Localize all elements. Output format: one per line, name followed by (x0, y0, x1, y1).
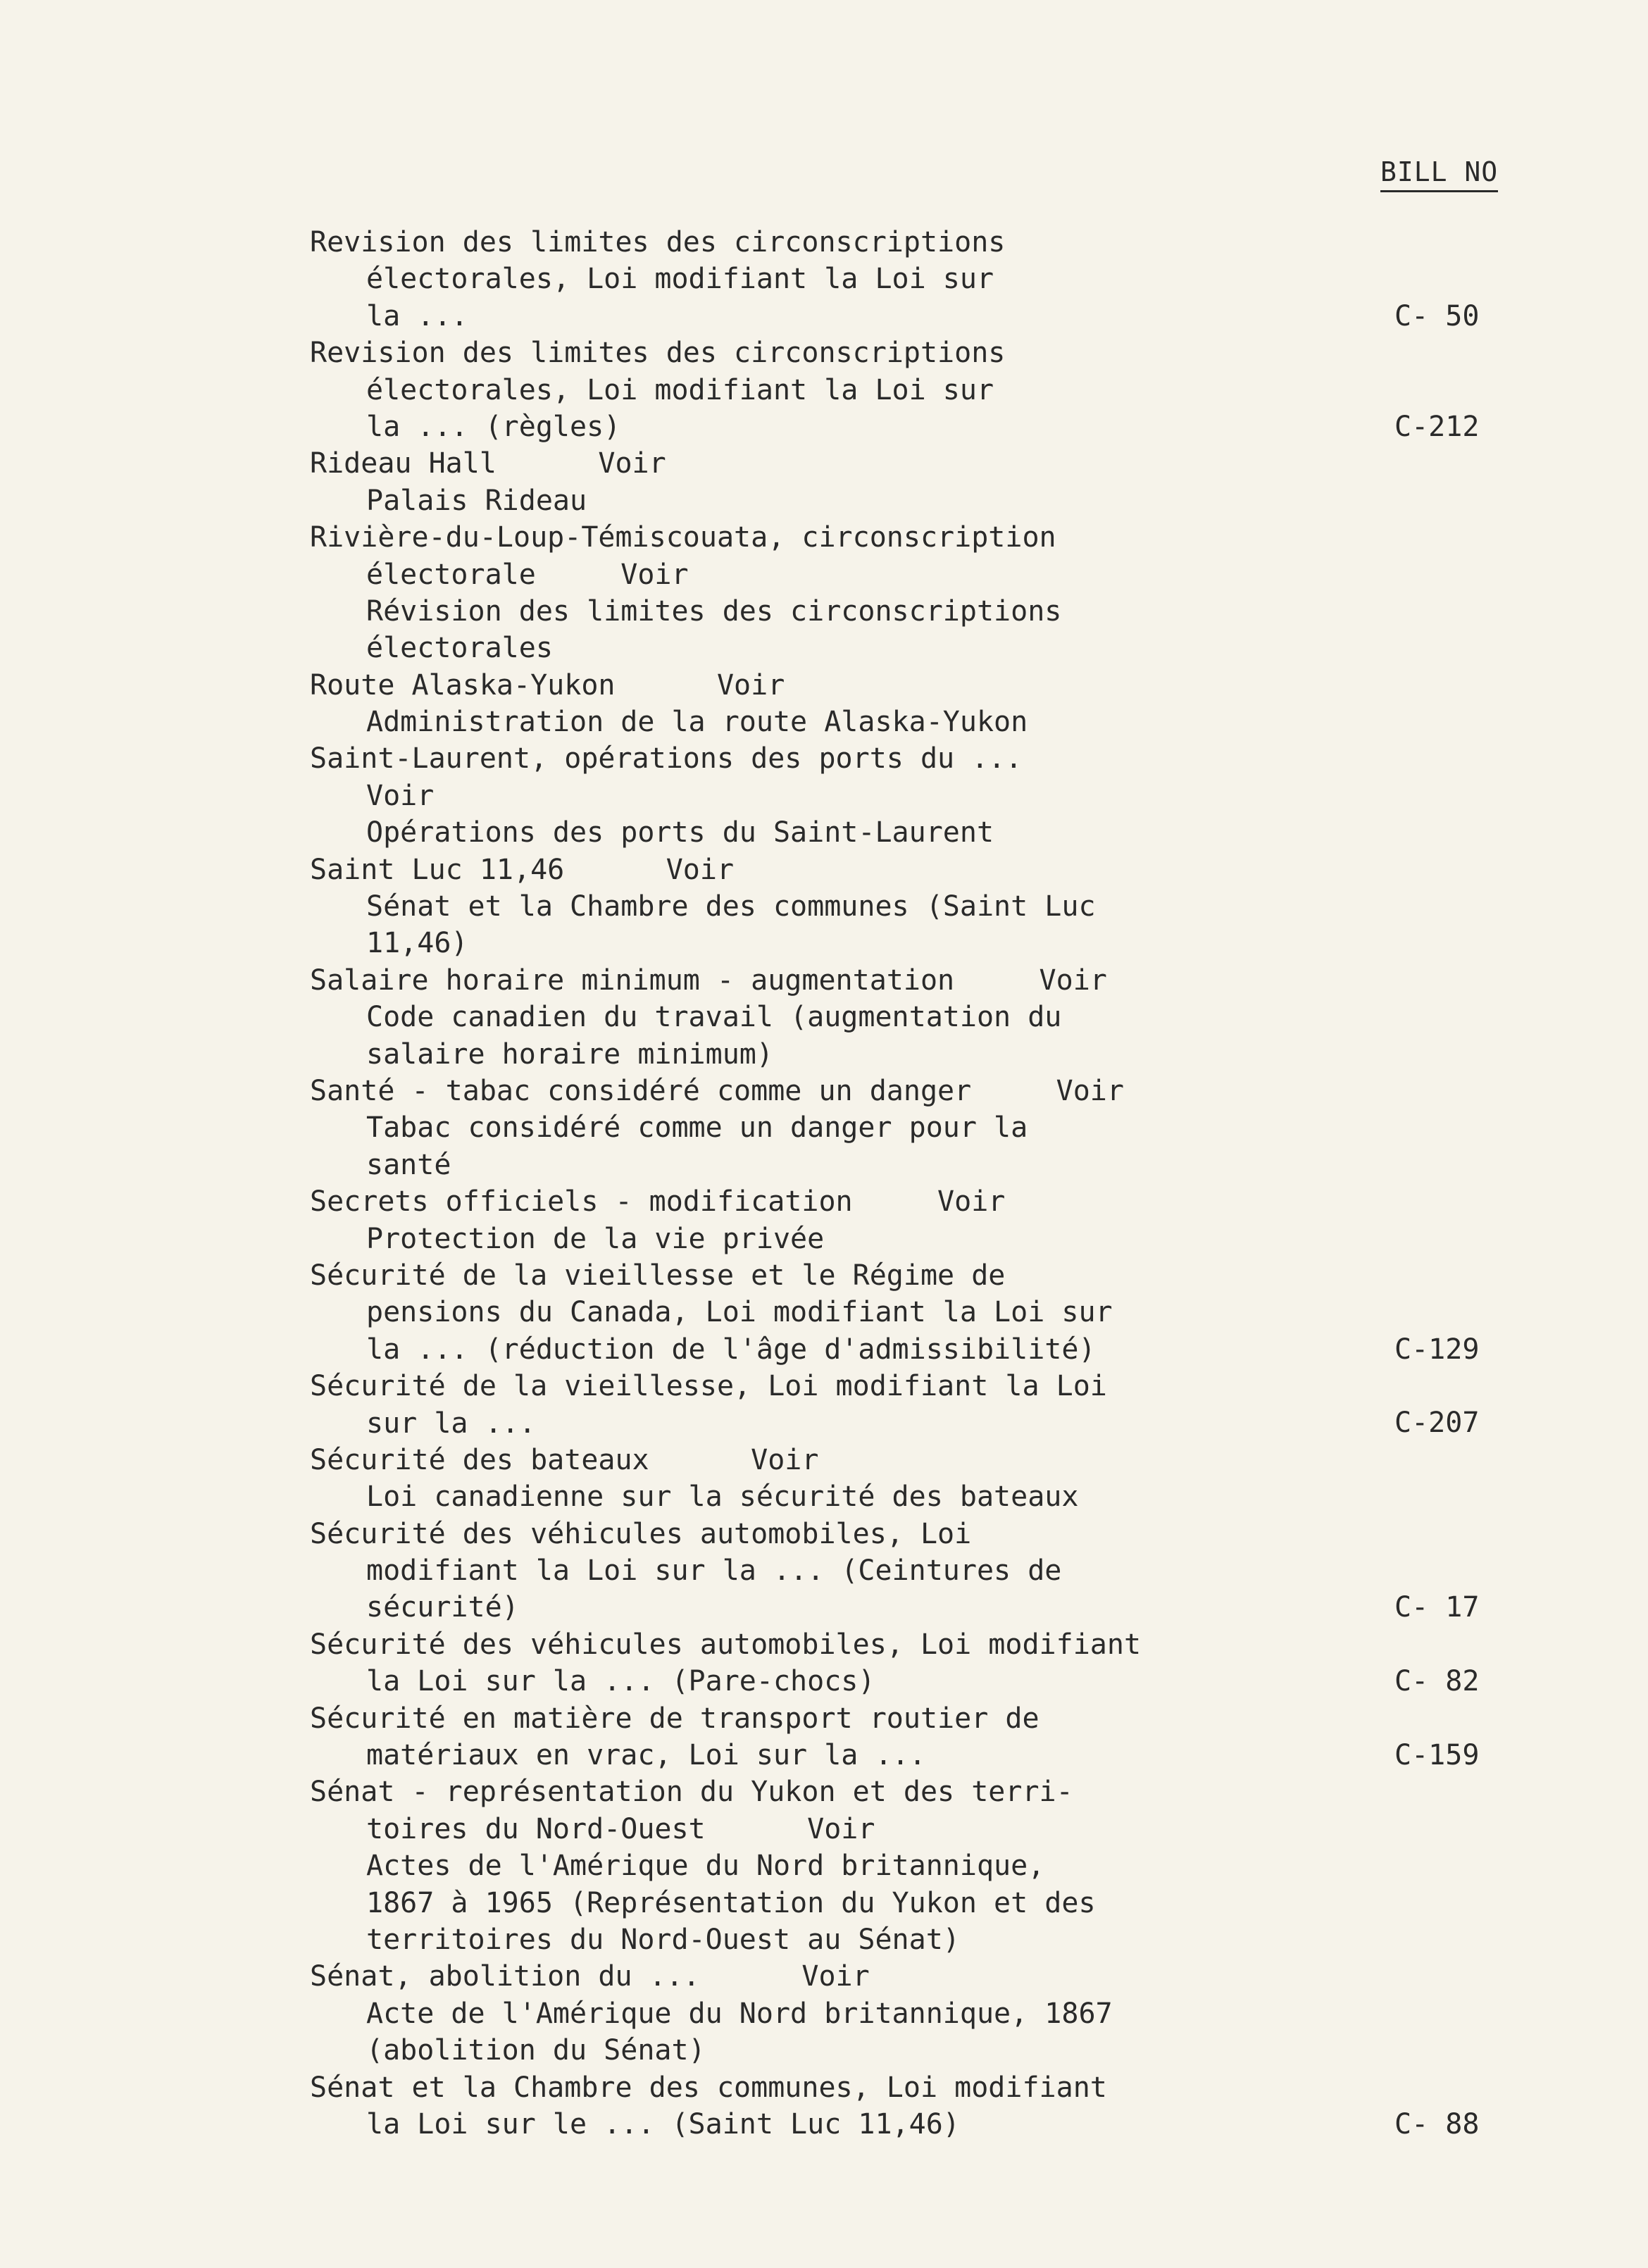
index-entry (310, 1442, 1493, 1516)
entry-continuation: Tabac considéré comme un danger pour la (366, 1111, 1028, 1145)
entry-heading: Rivière-du-Loup-Témiscouata, circonscription (310, 521, 1056, 554)
entry-continuation: Actes de l'Amérique du Nord britannique, (366, 1850, 1045, 1883)
entry-continuation: toires du Nord-Ouest Voir (366, 1812, 875, 1845)
index-entry (310, 445, 1493, 519)
entry-heading: Sénat et la Chambre des communes, Loi modifiant (310, 2071, 1107, 2104)
index-entry (310, 224, 1493, 335)
entry-heading: Saint-Laurent, opérations des ports du ... (310, 742, 1023, 775)
entry-continuation: 1867 à 1965 (Représentation du Yukon et des (366, 1886, 1096, 1919)
entry-heading: Secrets officiels - modification Voir (310, 1185, 1006, 1219)
index-entry (310, 852, 1493, 962)
entry-continuation: Code canadien du travail (augmentation du (366, 1001, 1062, 1034)
bill-number-header: BILL NO (1380, 156, 1498, 192)
index-entry (310, 1073, 1493, 1183)
index-entry (310, 1368, 1493, 1442)
index-entry (310, 2069, 1493, 2143)
entry-continuation: sur la ... (366, 1407, 536, 1440)
index-entry (310, 1774, 1493, 1958)
entry-continuation: la ... (règles) (366, 410, 621, 443)
entry-continuation: 11,46) (366, 927, 468, 960)
entry-heading: Sécurité en matière de transport routier de (310, 1702, 1040, 1735)
entry-heading: Sécurité de la vieillesse, Loi modifiant la Loi (310, 1370, 1107, 1403)
bill-number: C-207 (1394, 1407, 1480, 1440)
index-entry (310, 1958, 1493, 2069)
entry-heading: Sénat, abolition du ... Voir (310, 1960, 870, 1993)
index-entry (310, 519, 1493, 667)
entry-continuation: Voir (366, 779, 435, 812)
entry-continuation: Administration de la route Alaska-Yukon (366, 706, 1028, 739)
index-entry (310, 1183, 1493, 1257)
entry-heading: Revision des limites des circonscriptions (310, 337, 1006, 370)
index-entry (310, 962, 1493, 1073)
index-entry (310, 667, 1493, 741)
entry-continuation: la Loi sur le ... (Saint Luc 11,46) (366, 2107, 960, 2141)
index-entry (310, 1257, 1493, 1368)
entry-heading: Santé - tabac considéré comme un danger Voir (310, 1074, 1124, 1107)
entry-heading: Sécurité des bateaux Voir (310, 1443, 819, 1476)
entry-continuation: Protection de la vie privée (366, 1222, 825, 1255)
index-entry (310, 1516, 1493, 1626)
entry-continuation: Acte de l'Amérique du Nord britannique, 1867 (366, 1997, 1113, 2030)
entry-continuation: territoires du Nord-Ouest au Sénat) (366, 1923, 960, 1956)
entry-continuation: Révision des limites des circonscriptions (366, 594, 1062, 628)
entry-continuation: Opérations des ports du Saint-Laurent (366, 816, 994, 849)
entry-heading: Rideau Hall Voir (310, 447, 666, 480)
entry-heading: Salaire horaire minimum - augmentation Voir (310, 964, 1107, 997)
index-entry (310, 1700, 1493, 1774)
index-entry (310, 740, 1493, 851)
entry-continuation: santé (366, 1148, 451, 1181)
entry-heading: Sécurité des véhicules automobiles, Loi (310, 1517, 972, 1550)
entry-heading: Revision des limites des circonscriptions (310, 226, 1006, 258)
index-entry (310, 335, 1493, 445)
entry-continuation: salaire horaire minimum) (366, 1038, 773, 1071)
entry-continuation: électorales, Loi modifiant la Loi sur (366, 263, 994, 296)
entry-continuation: Palais Rideau (366, 484, 587, 517)
entry-continuation: sécurité) (366, 1591, 519, 1624)
bill-number: C-212 (1394, 410, 1480, 443)
subject-index (310, 224, 1493, 2143)
entry-continuation: électorales, Loi modifiant la Loi sur (366, 373, 994, 406)
entry-heading: Sécurité de la vieillesse et le Régime de (310, 1259, 1006, 1292)
entry-heading: Route Alaska-Yukon Voir (310, 668, 785, 702)
entry-continuation: pensions du Canada, Loi modifiant la Loi sur (366, 1296, 1113, 1329)
entry-continuation: électorales (366, 632, 553, 665)
bill-number: C- 17 (1394, 1591, 1480, 1624)
entry-continuation: (abolition du Sénat) (366, 2034, 706, 2067)
entry-heading: Sécurité des véhicules automobiles, Loi modifiant (310, 1628, 1142, 1661)
bill-number: C- 50 (1394, 299, 1480, 332)
bill-number: C-129 (1394, 1333, 1480, 1366)
entry-heading: Sénat - représentation du Yukon et des terri- (310, 1776, 1073, 1809)
entry-continuation: Loi canadienne sur la sécurité des bateaux (366, 1481, 1079, 1514)
entry-continuation: Sénat et la Chambre des communes (Saint Luc (366, 890, 1096, 923)
bill-number: C- 82 (1394, 1665, 1480, 1698)
entry-continuation: la Loi sur la ... (Pare-chocs) (366, 1665, 875, 1698)
entry-heading: Saint Luc 11,46 Voir (310, 853, 735, 886)
bill-number: C- 88 (1394, 2107, 1480, 2141)
index-entry (310, 1626, 1493, 1700)
entry-continuation: électorale Voir (366, 558, 689, 591)
entry-continuation: la ... (366, 299, 468, 332)
entry-continuation: la ... (réduction de l'âge d'admissibilité) (366, 1333, 1096, 1366)
entry-continuation: modifiant la Loi sur la ... (Ceintures de (366, 1554, 1062, 1588)
entry-continuation: matériaux en vrac, Loi sur la ... (366, 1739, 926, 1772)
bill-number: C-159 (1394, 1739, 1480, 1771)
